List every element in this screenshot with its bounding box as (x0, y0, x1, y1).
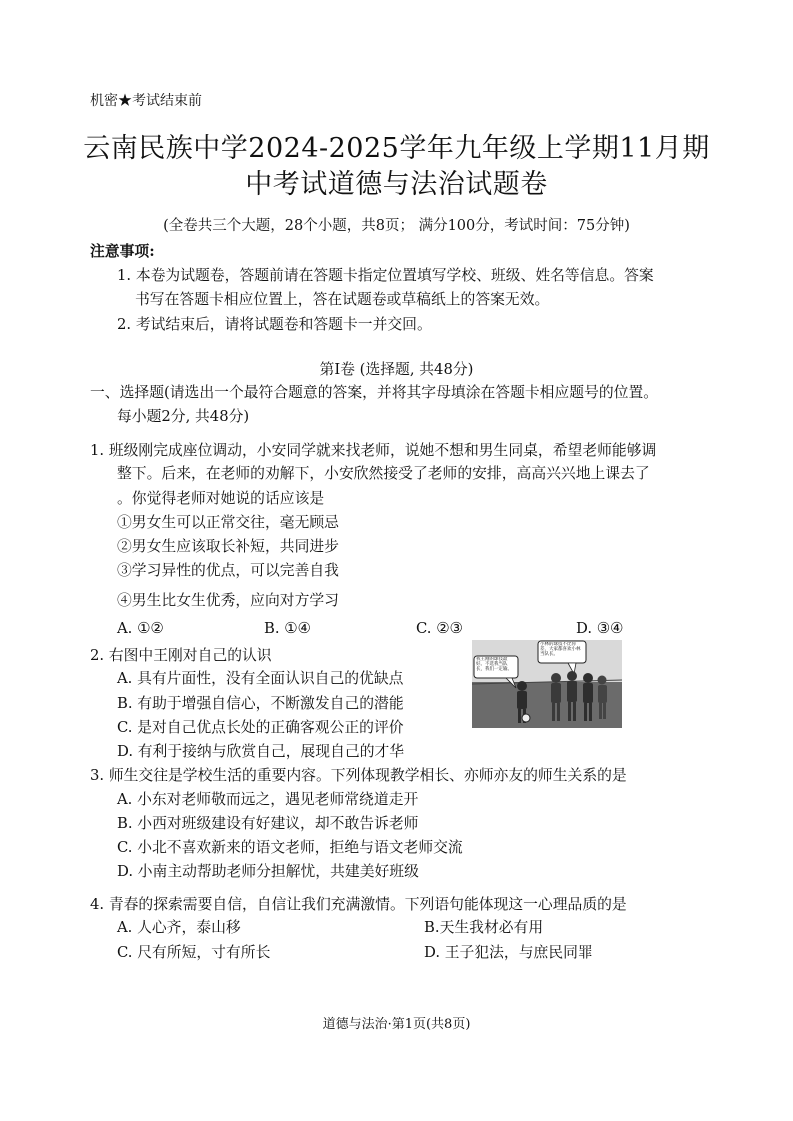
q1-option-b: B. ①④ (264, 620, 311, 637)
q4-stem: 4. 青春的探索需要自信，自信让我们充满激情。下列语句能体现这一心理品质的是 (90, 896, 627, 913)
part1-heading: 第Ⅰ卷 (选择题, 共48分) (319, 361, 474, 378)
exam-title-line2: 中考试道德与法治试题卷 (245, 169, 548, 200)
q1-statement-4: ④男生比女生优秀，应向对方学习 (117, 592, 339, 609)
q4-option-a: A. 人心齐，泰山移 (117, 919, 241, 936)
q1-stem-line2: 整下。后来，在老师的劝解下，小安欣然接受了老师的安排，高高兴兴地上课去了 (117, 465, 650, 482)
q1-statement-1: ①男女生可以正常交往，毫无顾忌 (117, 514, 339, 531)
q2-stem: 2. 右图中王刚对自己的认识 (90, 647, 272, 664)
notice-item-2: 2. 考试结束后，请将试题卷和答题卡一并交回。 (117, 316, 432, 333)
q1-option-d: D. ③④ (576, 620, 624, 637)
notice-heading: 注意事项: (90, 243, 155, 260)
q3-stem: 3. 师生交往是学校生活的重要内容。下列体现教学相长、亦师亦友的师生关系的是 (90, 767, 627, 784)
q1-option-a: A. ①② (117, 620, 164, 637)
confidential-label: 机密★考试结束前 (90, 93, 202, 109)
q3-option-a: A. 小东对老师敬而远之，遇见老师常绕道走开 (117, 791, 419, 808)
q3-option-d: D. 小南主动帮助老师分担解忧，共建美好班级 (117, 863, 419, 880)
q4-option-c: C. 尺有所短，寸有所长 (117, 944, 271, 961)
q2-comic-bubble-right: 小林的球技不比你差，大家都喜欢小林当队长。 (540, 642, 581, 657)
q1-statement-2: ②男女生应该取长补短，共同进步 (117, 538, 339, 555)
q3-option-c: C. 小北不喜欢新来的语文老师，拒绝与语文老师交流 (117, 839, 463, 856)
q2-option-c: C. 是对自己优点长处的正确客观公正的评价 (117, 719, 404, 736)
q1-stem-line3: 。你觉得老师对她说的话应该是 (117, 490, 325, 507)
q4-option-b: B.天生我材必有用 (424, 919, 544, 936)
q2-comic-illustration (472, 640, 622, 728)
part1-instruction-line2: 每小题2分, 共48分) (117, 408, 250, 425)
q2-option-b: B. 有助于增强自信心，不断激发自己的潜能 (117, 695, 404, 712)
q1-stem-line1: 1. 班级刚完成座位调动，小安同学就来找老师，说她不想和男生同桌，希望老师能够调 (90, 442, 657, 459)
exam-title-line1: 云南民族中学2024-2025学年九年级上学期11月期 (83, 133, 710, 164)
q1-statement-3: ③学习异性的优点，可以完善自我 (117, 562, 339, 579)
notice-item-1-line1: 1. 本卷为试题卷，答题前请在答题卡指定位置填写学校、班级、姓名等信息。答案 (117, 267, 654, 284)
q2-option-a: A. 具有片面性，没有全面认识自己的优缺点 (117, 670, 404, 687)
q2-option-d: D. 有利于接纳与欣赏自己，展现自己的才华 (117, 743, 405, 760)
q2-comic-bubble-left: 我王刚的球技最好。不选我当队长，我们一定输。 (476, 657, 512, 672)
exam-meta: (全卷共三个大题，28个小题，共8页； 满分100分，考试时间：75分钟) (163, 218, 630, 234)
notice-item-1-line2: 书写在答题卡相应位置上，答在试题卷或草稿纸上的答案无效。 (135, 291, 550, 308)
page-footer: 道德与法治·第1页(共8页) (322, 1017, 471, 1032)
q4-option-d: D. 王子犯法，与庶民同罪 (424, 944, 593, 961)
part1-instruction-line1: 一、选择题(请选出一个最符合题意的答案，并将其字母填涂在答题卡相应题号的位置。 (90, 384, 659, 401)
q3-option-b: B. 小西对班级建设有好建议，却不敢告诉老师 (117, 815, 419, 832)
q1-option-c: C. ②③ (416, 620, 463, 637)
